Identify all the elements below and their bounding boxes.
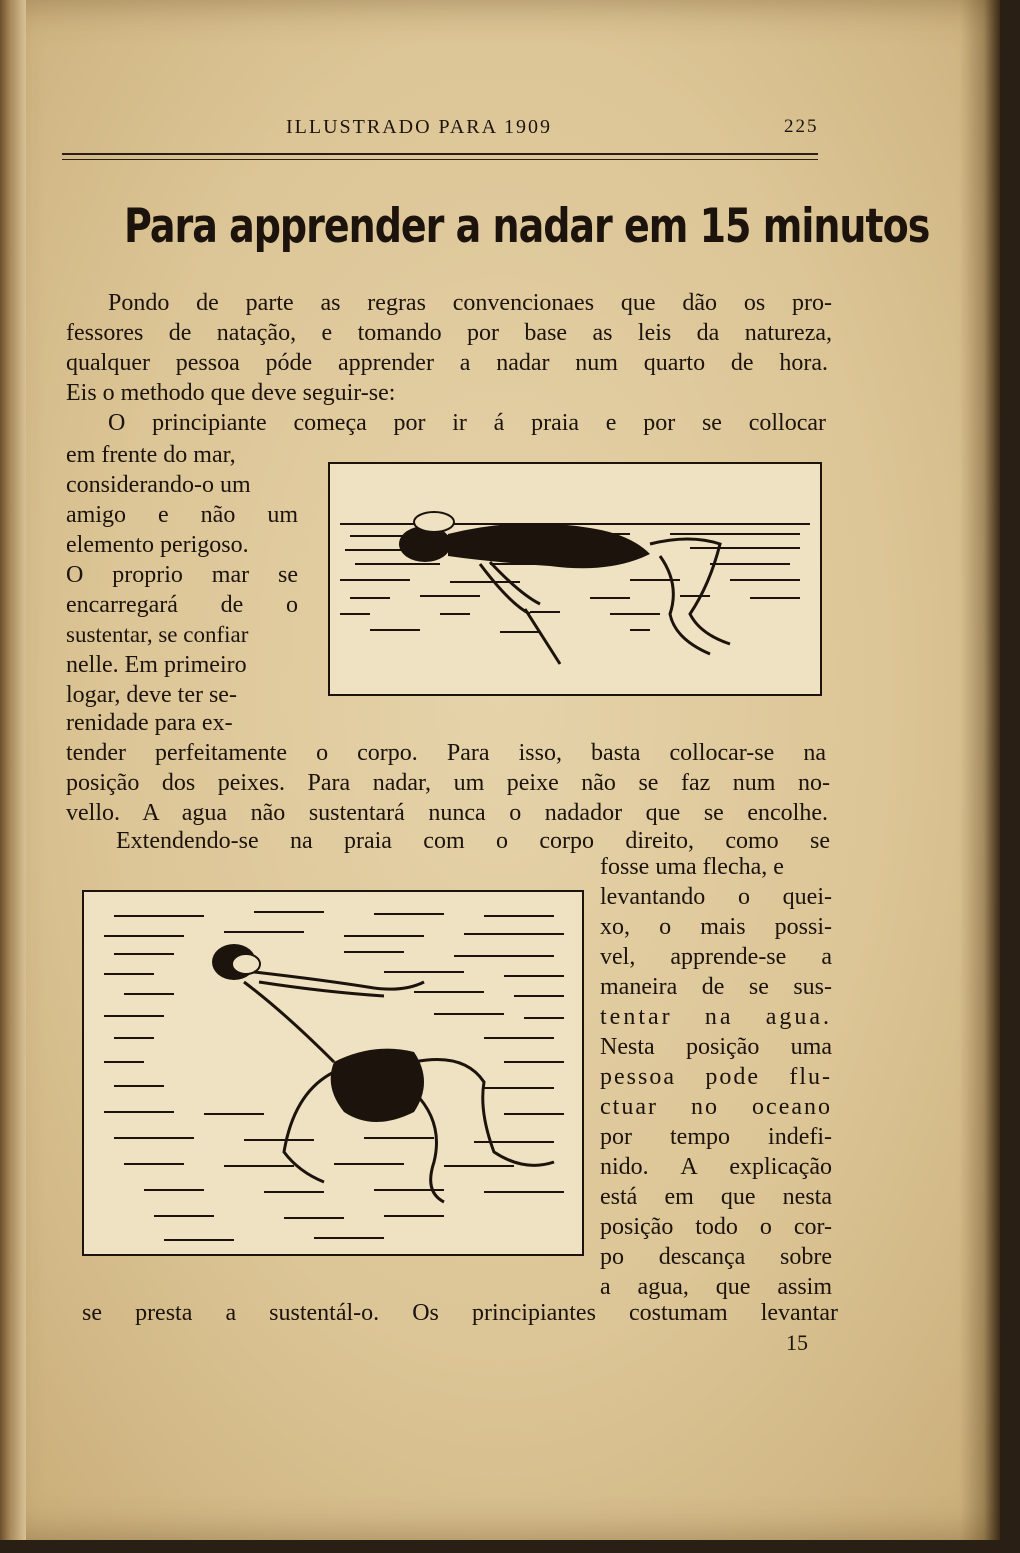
text-line: fosse uma flecha, e xyxy=(600,854,784,880)
text-line: qualquer pessoa póde apprender a nadar num quarto de hora. xyxy=(66,350,828,376)
text-line: O proprio mar se xyxy=(66,562,298,588)
text-line: encarregará de o xyxy=(66,592,298,618)
page-number: 225 xyxy=(784,116,819,137)
text-line: Extendendo-se na praia com o corpo direito, como se xyxy=(116,828,830,854)
text-line: nido. A explicação xyxy=(600,1154,832,1180)
text-line: maneira de se sus- xyxy=(600,974,832,1000)
text-line: considerando-o um xyxy=(66,472,251,498)
article-heading: Para apprender a nadar em 15 minutos xyxy=(124,198,930,253)
text-line: levantando o quei- xyxy=(600,884,832,910)
text-line: em frente do mar, xyxy=(66,442,236,468)
text-line: sustentar, se confiar xyxy=(66,622,249,647)
signature-mark: 15 xyxy=(786,1330,808,1355)
text-line: está em que nesta xyxy=(600,1184,832,1210)
text-line: tentar na agua. xyxy=(600,1004,832,1030)
text-line: nelle. Em primeiro xyxy=(66,652,247,678)
text-line: por tempo indefi- xyxy=(600,1124,832,1150)
text-line: a agua, que assim xyxy=(600,1274,832,1300)
text-line: amigo e não um xyxy=(66,502,298,528)
text-line: renidade para ex- xyxy=(66,710,233,736)
text-line: se presta a sustentál-o. Os principiantes costumam levantar xyxy=(82,1300,838,1326)
text-line: O principiante começa por ir á praia e por se collocar xyxy=(108,410,826,436)
text-line: vello. A agua não sustentará nunca o nadador que se encolhe. xyxy=(66,800,828,826)
illustration-floating-swimmer xyxy=(328,462,822,696)
running-header xyxy=(0,116,1000,146)
page-edge xyxy=(960,0,1000,1540)
text-line: xo, o mais possi- xyxy=(600,914,832,940)
text-line: fessores de natação, e tomando por base as leis da natureza, xyxy=(66,320,832,346)
header-rule xyxy=(62,153,818,160)
text-line: pessoa pode flu- xyxy=(600,1064,832,1090)
text-line: po descança sobre xyxy=(600,1244,832,1270)
text-line: posição dos peixes. Para nadar, um peixe não se faz num no- xyxy=(66,770,830,796)
text-line: Pondo de parte as regras convencionaes que dão os pro- xyxy=(108,290,832,316)
text-line: Nesta posição uma xyxy=(600,1034,832,1060)
text-line: vel, apprende-se a xyxy=(600,944,832,970)
text-line: logar, deve ter se- xyxy=(66,682,237,708)
running-title: ILLUSTRADO PARA 1909 xyxy=(286,116,552,138)
text-line: ctuar no oceano xyxy=(600,1094,832,1120)
illustration-swimmer-in-waves xyxy=(82,890,584,1256)
text-line: Eis o methodo que deve seguir-se: xyxy=(66,380,396,406)
text-line: tender perfeitamente o corpo. Para isso, basta collocar-se na xyxy=(66,740,826,766)
page-gutter xyxy=(0,0,26,1540)
text-line: elemento perigoso. xyxy=(66,532,249,558)
text-line: posição todo o cor- xyxy=(600,1214,832,1240)
